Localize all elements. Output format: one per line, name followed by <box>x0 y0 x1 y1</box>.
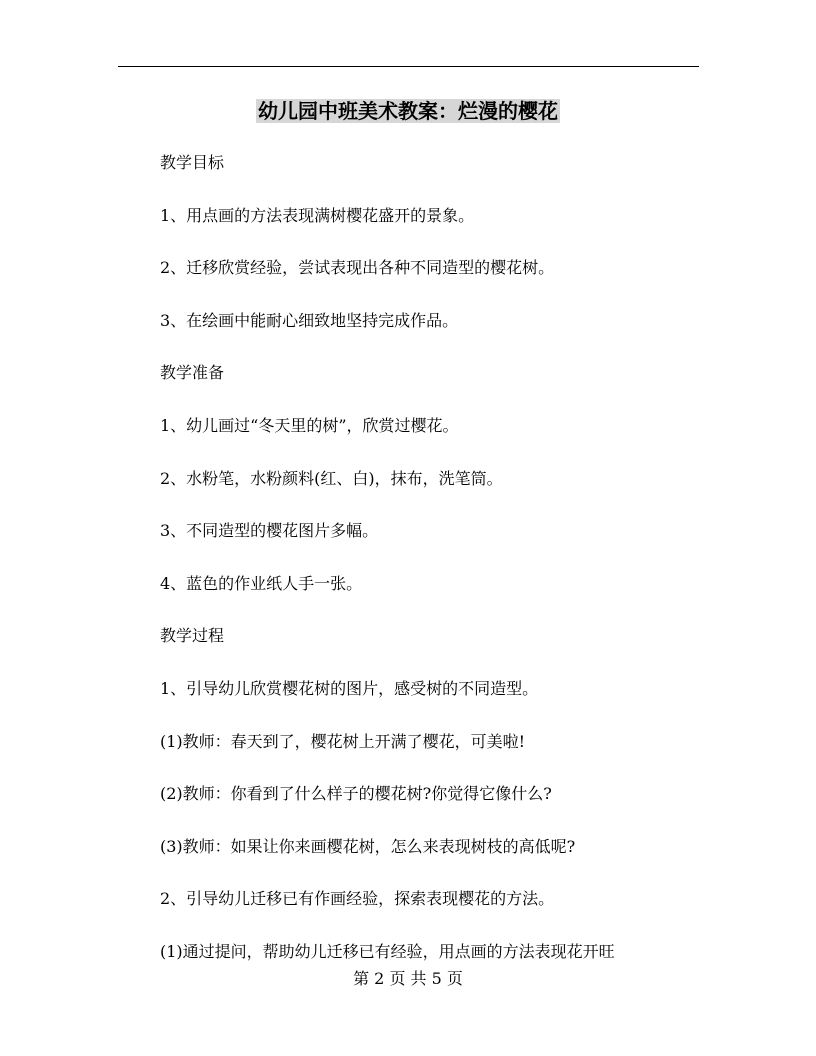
body-paragraph: 3、在绘画中能耐心细致地坚持完成作品。 <box>160 310 459 330</box>
page-title <box>0 96 816 126</box>
body-paragraph: 1、幼儿画过“冬天里的树”，欣赏过樱花。 <box>160 415 459 435</box>
section-heading: 教学准备 <box>160 363 225 383</box>
body-paragraph: 1、用点画的方法表现满树樱花盛开的景象。 <box>160 205 475 225</box>
document-body <box>160 148 660 990</box>
page-title-text: 幼儿园中班美术教案：烂漫的樱花 <box>258 99 558 123</box>
body-paragraph: 2、水粉笔，水粉颜料(红、白)，抹布，洗笔筒。 <box>160 468 503 488</box>
body-paragraph: 4、蓝色的作业纸人手一张。 <box>160 573 363 593</box>
section-heading: 教学目标 <box>160 153 225 172</box>
body-paragraph: (1)通过提问，帮助幼儿迁移已有经验，用点画的方法表现花开旺 <box>160 941 615 961</box>
body-paragraph: 3、不同造型的樱花图片多幅。 <box>160 521 379 541</box>
body-paragraph: 2、引导幼儿迁移已有作画经验，探索表现樱花的方法。 <box>160 889 555 909</box>
body-paragraph: 2、迁移欣赏经验，尝试表现出各种不同造型的樱花树。 <box>160 258 555 278</box>
body-paragraph: (2)教师：你看到了什么样子的樱花树?你觉得它像什么? <box>160 784 552 804</box>
header-rule <box>118 66 699 67</box>
section-heading: 教学过程 <box>160 626 225 646</box>
body-paragraph: 1、引导幼儿欣赏樱花树的图片，感受树的不同造型。 <box>160 678 539 698</box>
page-number-footer: 第 2 页 共 5 页 <box>353 969 463 988</box>
body-paragraph: (3)教师：如果让你来画樱花树，怎么来表现树枝的高低呢? <box>160 836 576 856</box>
body-paragraph: (1)教师：春天到了，樱花树上开满了樱花，可美啦! <box>160 731 526 751</box>
